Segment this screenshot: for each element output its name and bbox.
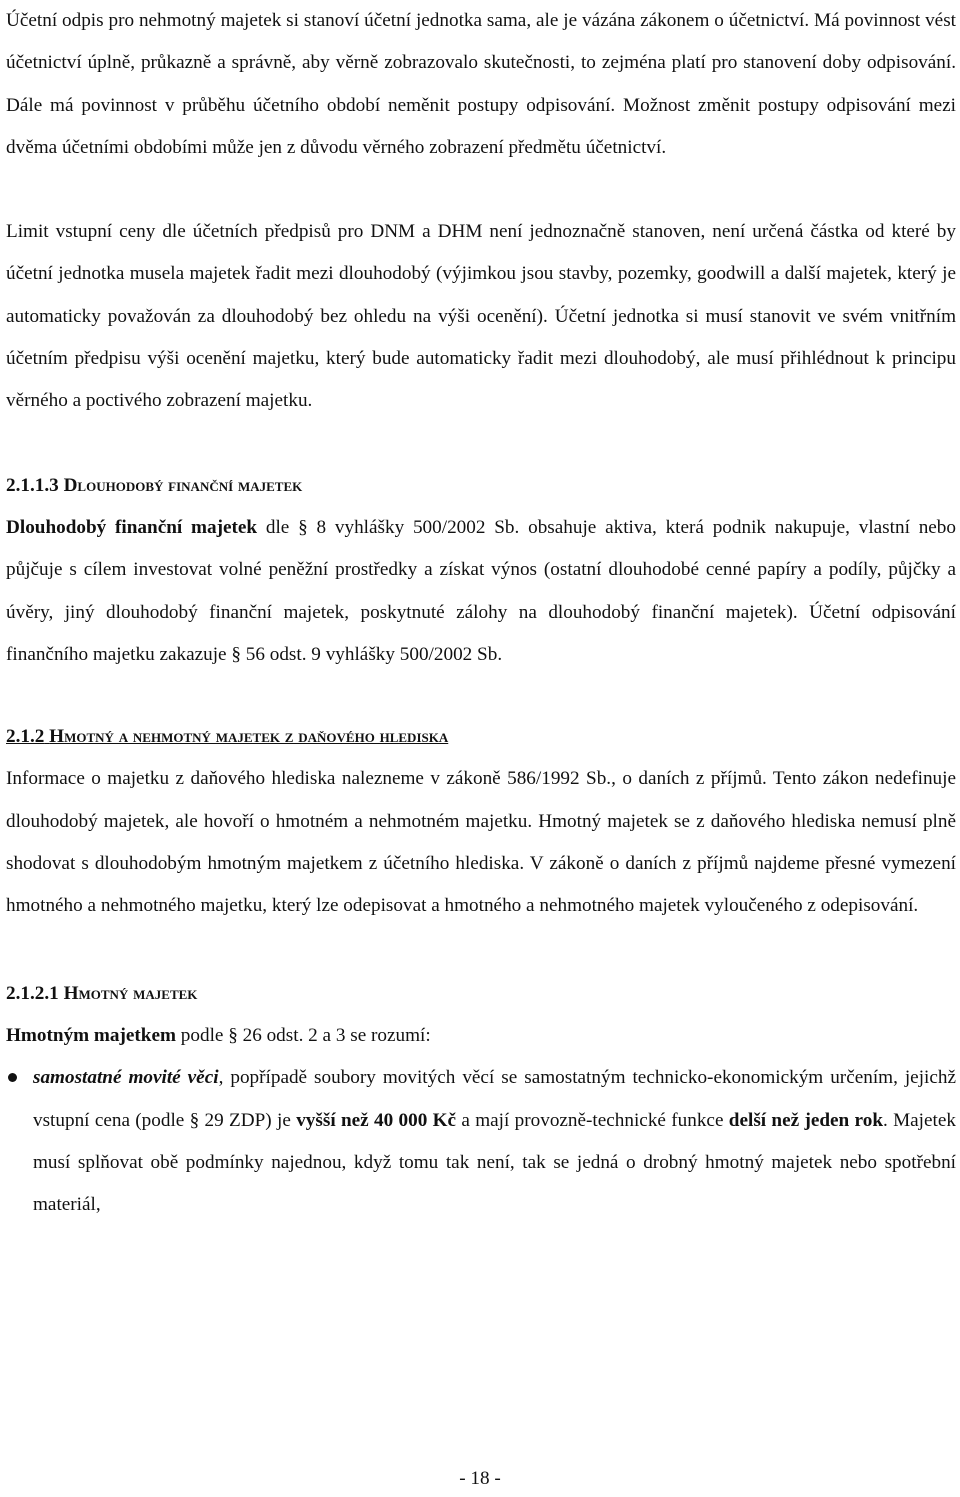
paragraph-2113-text: dle § 8 vyhlášky 500/2002 Sb. obsahuje aktiva, která podnik nakupuje, vlastní nebo půjčuje s cílem investovat volné peněžní prostředky a získat výnos (ostatní dlouhodobé cenné papíry a podíly, půjčky a úvěry, jiný dlouhodobý finanční majetek, poskytnuté zálohy na dlouhodobý finanční majetek). Účetní odpisování finančního majetku zakazuje § 56 odst. 9 vyhlášky 500/2002 Sb.	[6, 516, 956, 665]
paragraph-tangible-intro	[6, 1015, 956, 1057]
paragraph-long-term-financial-assets	[6, 507, 956, 676]
tangible-assets-list	[6, 1057, 956, 1226]
paragraph-tax-perspective: Informace o majetku z daňového hlediska nalezneme v zákoně 586/1992 Sb., o daních z příjmů. Tento zákon nedefinuje dlouhodobý majetek, ale hovoří o hmotném a nehmotném majetku. Hmotný majetek se z daňového hlediska nemusí plně shodovat s dlouhodobým hmotným majetkem z účetního hlediska. V zákoně o daních z příjmů najdeme přesné vymezení hmotného a nehmotného majetku, který lze odepisovat a hmotného a nehmotného majetek vyloučeného z odepisování.	[6, 768, 956, 917]
list-item	[6, 1057, 956, 1226]
tangible-intro-text: podle § 26 odst. 2 a 3 se rozumí:	[175, 1024, 431, 1046]
list-item-duration: delší než jeden rok	[728, 1109, 883, 1131]
paragraph-accounting-depreciation: Účetní odpis pro nehmotný majetek si stanoví účetní jednotka sama, ale je vázána zákonem o účetnictví. Má povinnost vést účetnictví úplně, průkazně a správně, aby věrně zobrazovalo skutečnosti, to zejména platí pro stanovení doby odpisování. Dále má povinnost v průběhu účetního období neměnit postupy odpisování. Možnost změnit postupy odpisování mezi dvěma účetními obdobími může jen z důvodu věrného zobrazení předmětu účetnictví.	[6, 10, 956, 158]
paragraph-entry-price-limit: Limit vstupní ceny dle účetních předpisů pro DNM a DHM není jednoznačně stanoven, není určená částka od které by účetní jednotka musela majetek řadit mezi dlouhodobý (výjimkou jsou stavby, pozemky, goodwill a další majetek, který je automaticky považován za dlouhodobý bez ohledu na výši ocenění). Účetní jednotka si musí stanovit ve svém vnitřním účetním předpisu výši ocenění majetku, který bude automaticky řadit mezi dlouhodobý, ale musí přihlédnout k principu věrného a poctivého zobrazení majetku.	[6, 221, 956, 412]
heading-2121-title: Hmotný majetek	[63, 982, 198, 1004]
heading-212	[6, 716, 956, 758]
heading-2113	[6, 465, 956, 507]
document-page	[6, 0, 956, 1226]
heading-212-number: 2.1.2	[6, 726, 45, 748]
term-long-term-financial-assets: Dlouhodobý finanční majetek	[6, 516, 258, 538]
term-movable-items: samostatné movité věci	[33, 1067, 219, 1089]
heading-2121-number: 2.1.2.1	[6, 982, 59, 1004]
list-item-text-a: , popřípadě soubory movitých věcí se samostatným technicko-ekonomickým určením, jejichž vstupní cena (podle § 29 ZDP) je	[33, 1067, 956, 1131]
list-item-text-c: . Majetek musí splňovat obě podmínky najednou, když tomu tak není, tak se jedná o drobný hmotný majetek nebo spotřební materiál,	[33, 1109, 956, 1216]
page-number: - 18 -	[459, 1468, 501, 1489]
bullet-dot-icon	[8, 1073, 17, 1082]
heading-212-title: Hmotný a nehmotný majetek z daňového hlediska	[49, 726, 449, 748]
list-item-text-b: a mají provozně-technické funkce	[456, 1109, 729, 1131]
heading-2113-title: Dlouhodobý finanční majetek	[63, 474, 303, 496]
heading-2113-number: 2.1.1.3	[6, 474, 59, 496]
term-tangible-assets: Hmotným majetkem	[6, 1024, 176, 1046]
heading-2121	[6, 973, 956, 1015]
list-item-threshold: vyšší než 40 000 Kč	[296, 1109, 457, 1131]
